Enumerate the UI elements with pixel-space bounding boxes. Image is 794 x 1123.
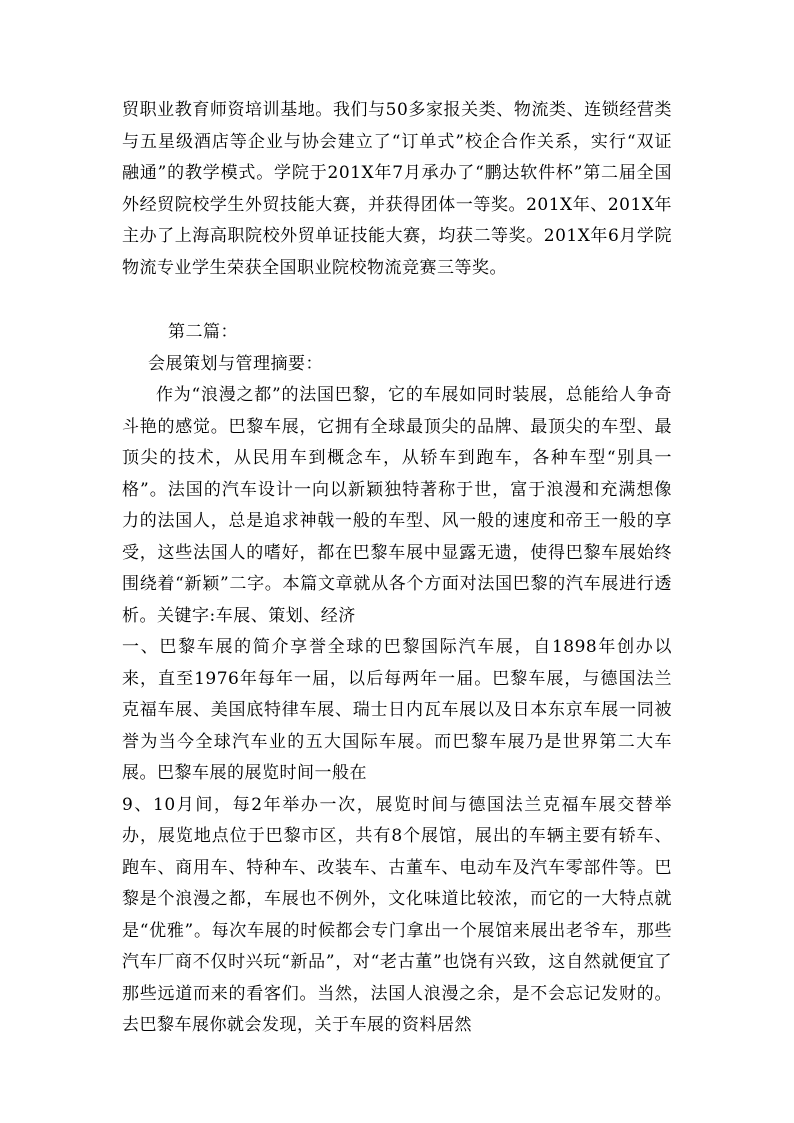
abstract-paragraph: 作为“浪漫之都”的法国巴黎，它的车展如同时装展，总能给人争奇斗艳的感觉。巴黎车展，它拥有全球最顶尖的品牌、最顶尖的车型、最顶尖的技术，从民用车到概念车，从轿车到跑车，各种车型“别具一格”。法国的汽车设计一向以新颖独特著称于世，富于浪漫和充满想像力的法国人，总是追求神戟一般的车型、风一般的速度和帝王一般的享受，这些法国人的嗜好，都在巴黎车展中显露无遗，使得巴黎车展始终围绕着“新颖”二字。本篇文章就从各个方面对法国巴黎的汽车展进行透析。关键字:车展、策划、经济 <box>122 385 672 626</box>
document-body <box>122 95 672 1042</box>
paragraph-gap <box>122 284 672 317</box>
section-one-continued-paragraph: 9、10月间，每2年举办一次，展览时间与德国法兰克福车展交替举办，展览地点位于巴黎市区，共有8个展馆，展出的车辆主要有轿车、跑车、商用车、特种车、改装车、古董车、电动车及汽车零部件等。巴黎是个浪漫之都，车展也不例外，文化味道比较浓，而它的一大特点就是“优雅”。每次车展的时候都会专门拿出一个展馆来展出老爷车，那些汽车厂商不仅时兴玩“新品”，对“老古董”也饶有兴致，这自然就便宜了那些远道而来的看客们。当然，法国人浪漫之余，是不会忘记发财的。去巴黎车展你就会发现，关于车展的资料居然 <box>122 794 672 1035</box>
section-one-paragraph: 一、巴黎车展的简介享誉全球的巴黎国际汽车展，自1898年创办以来，直至1976年每年一届，以后每两年一届。巴黎车展，与德国法兰克福车展、美国底特律车展、瑞士日内瓦车展以及日本东京车展一同被誉为当今全球汽车业的五大国际车展。而巴黎车展乃是世界第二大车展。巴黎车展的展览时间一般在 <box>122 637 672 783</box>
abstract-subtitle: 会展策划与管理摘要： <box>148 353 323 374</box>
section-title: 第二篇： <box>168 322 238 342</box>
paragraph-intro-tail: 贸职业教育师资培训基地。我们与50多家报关类、物流类、连锁经营类与五星级酒店等企业与协会建立了“订单式”校企合作关系，实行“双证融通”的教学模式。学院于201X年7月承办了“鹏达软件杯”第二届全国外经贸院校学生外贸技能大赛，并获得团体一等奖。201X年、201X年主办了上海高职院校外贸单证技能大赛，均获二等奖。201X年6月学院物流专业学生荣获全国职业院校物流竞赛三等奖。 <box>122 100 672 278</box>
